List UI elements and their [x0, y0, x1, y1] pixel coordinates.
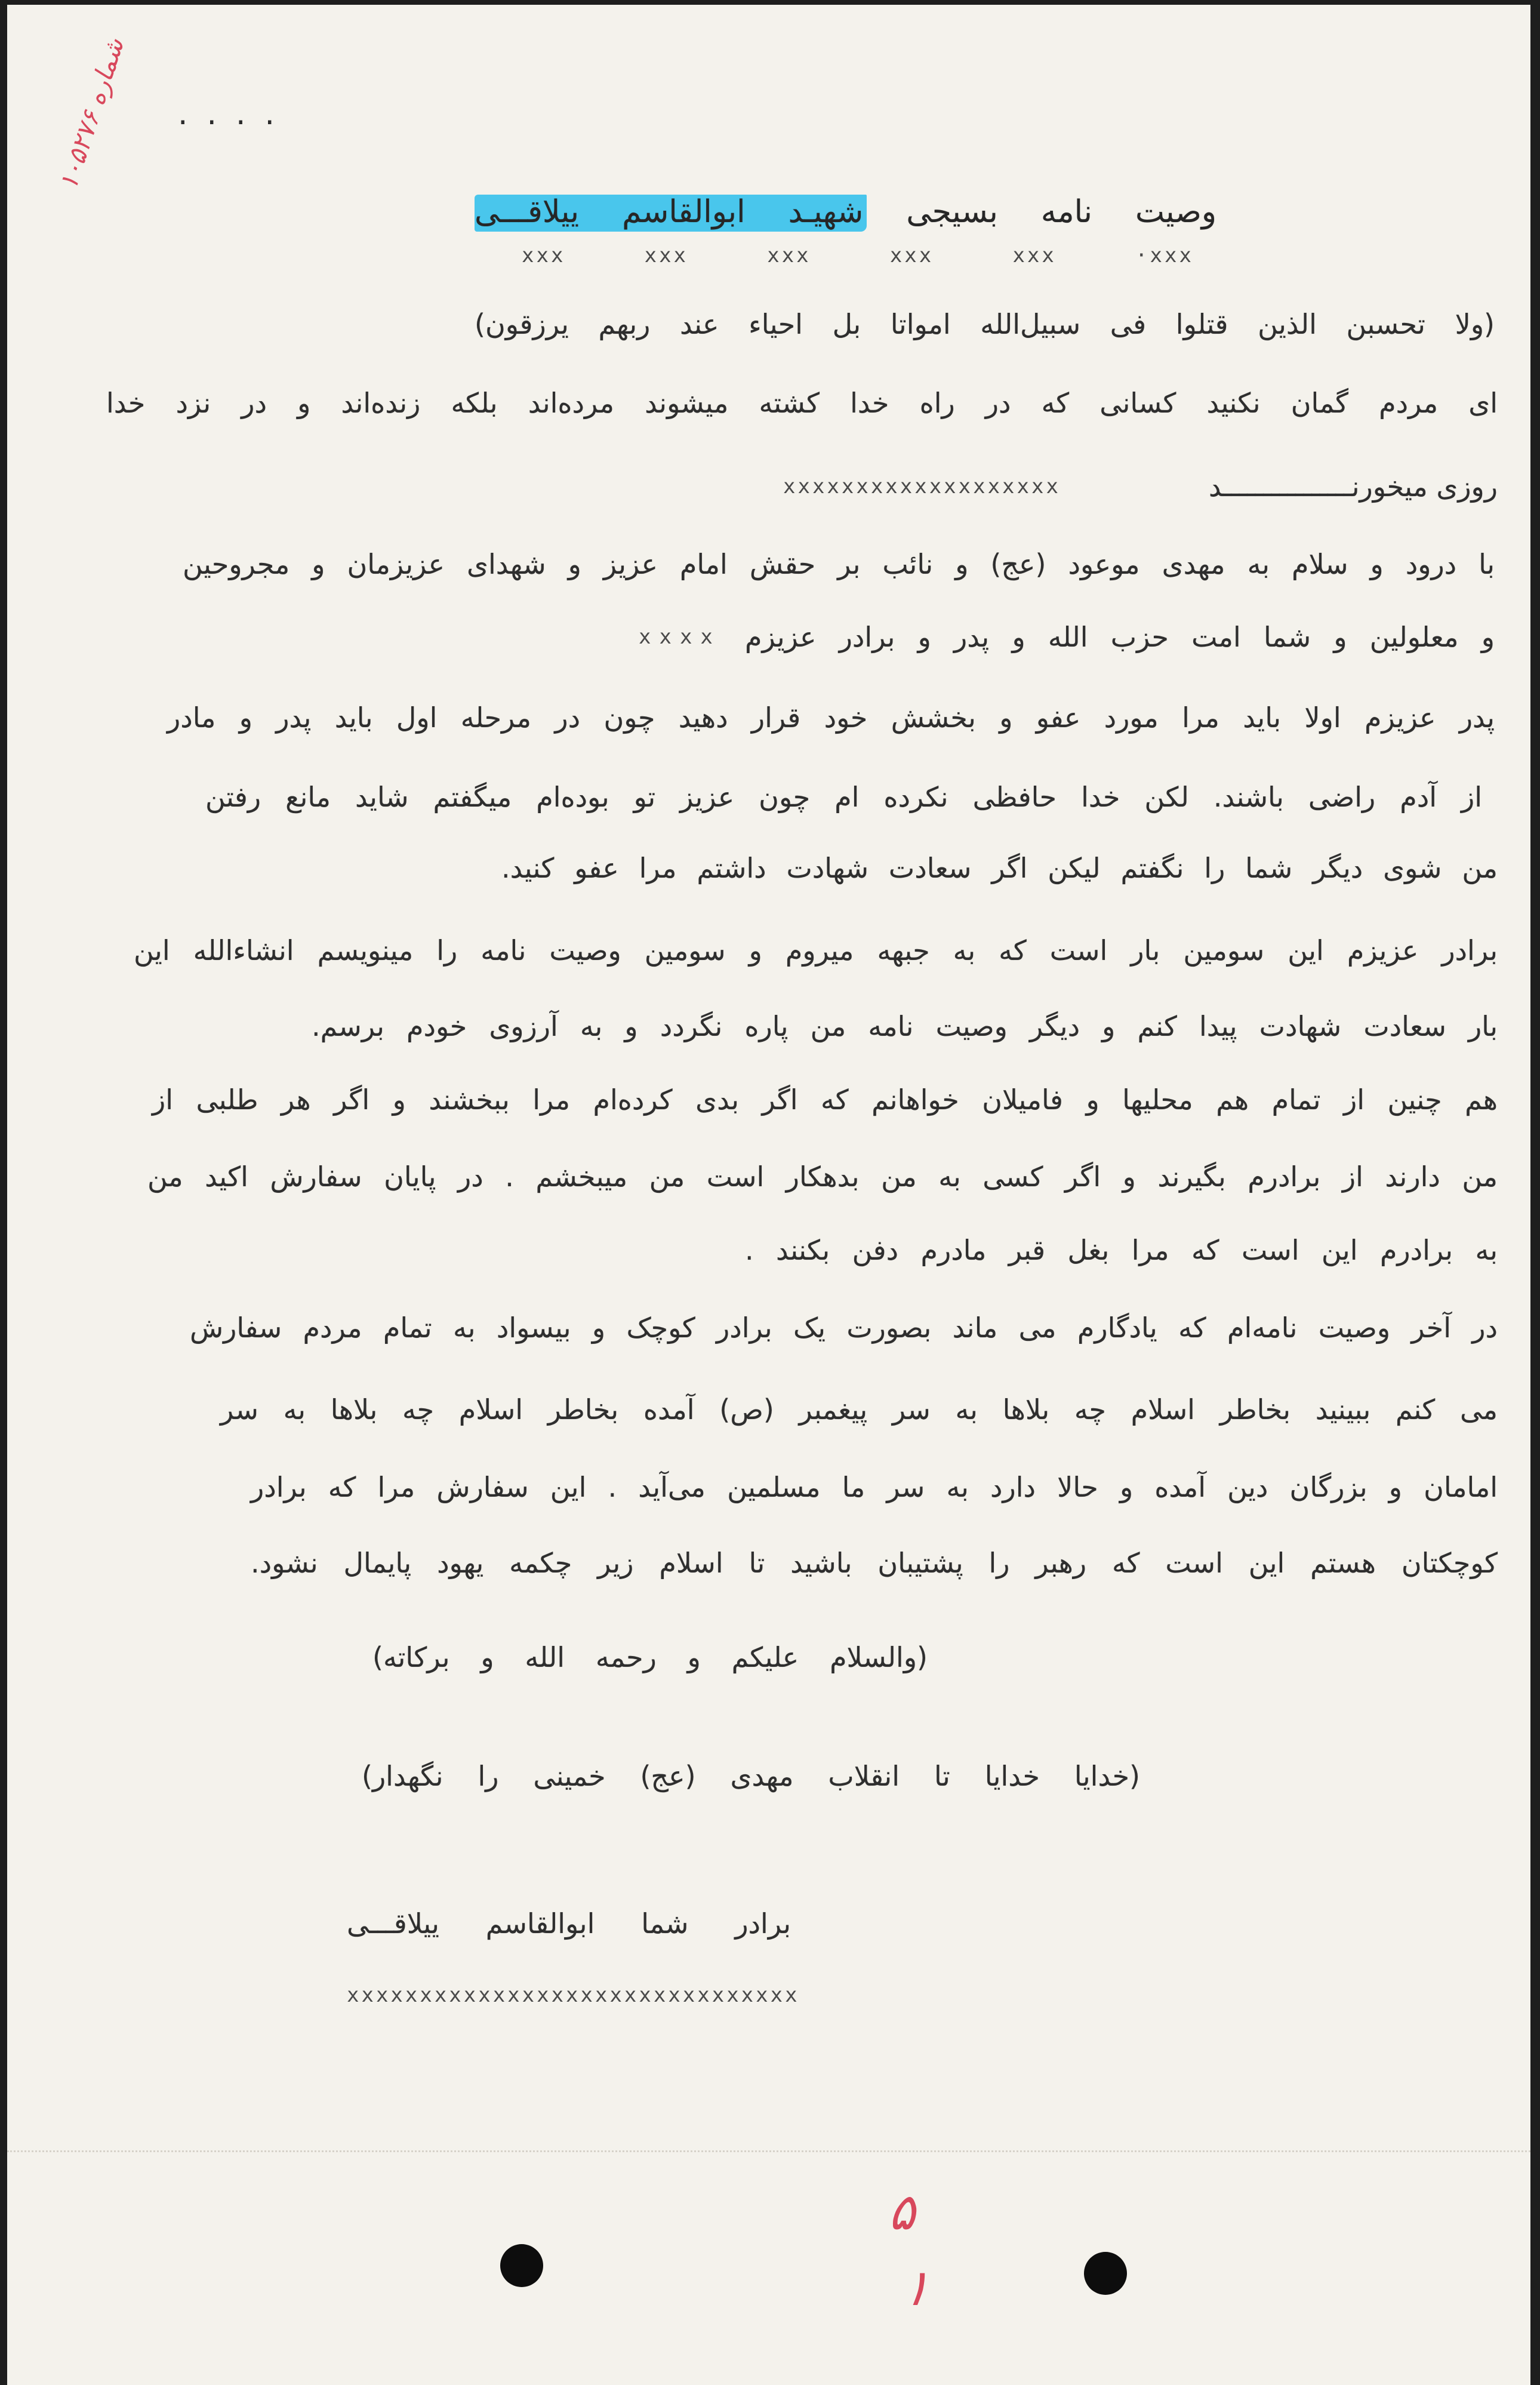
final-paragraph-line: در آخر وصیت نامه‌ام که یادگارم می ماند بصورت یک برادر کوچک و بیسواد به تمام مردم سفارش [190, 1312, 1498, 1344]
greeting-line: و معلولین و شما امت حزب الله و پدر و برادر عزیزم [745, 621, 1495, 653]
separator-mark: xxx [767, 244, 811, 267]
closing-salutation: (والسلام علیکم و رحمه الله و برکاته) [372, 1641, 928, 1673]
final-paragraph-line: امامان و بزرگان دین آمده و حالا دارد به سر ما مسلمین می‌آید . این سفارش مرا که برادر [251, 1471, 1498, 1503]
father-paragraph-line: پدر عزیزم اولا باید مرا مورد عفو و بخشش خود قرار دهید چون در مرحله اول باید پدر و مادر [167, 701, 1495, 734]
punch-hole-icon [500, 2244, 543, 2287]
intro-line: روزی میخورنــــــــــــــــد [1208, 470, 1498, 503]
separator-mark: xxx [1012, 244, 1057, 267]
signature-line: برادر شما ابوالقاسم ییلاقـــی [347, 1907, 791, 1940]
greeting-line: با درود و سلام به مهدی موعود (عج) و نائب بر حقش امام عزیز و شهدای عزیزمان و مجروحین [183, 548, 1495, 580]
brother-paragraph-line: برادر عزیزم این سومین بار است که به جبهه میروم و سومین وصیت نامه را مینویسم انشاءالله این [134, 934, 1498, 967]
father-paragraph-line: من شوی دیگر شما را نگفتم لیکن اگر سعادت شهادت داشتم مرا عفو کنید. [501, 852, 1498, 884]
greeting-end-marker: xxxx [639, 625, 721, 649]
closing-prayer: (خدایا خدایا تا انقلاب مهدی (عج) خمینی را نگهدار) [362, 1760, 1140, 1792]
intro-line: ای مردم گمان نکنید کسانی که در راه خدا کشته میشوند مرده‌اند بلکه زنده‌اند و در نزد خدا [106, 387, 1498, 419]
separator-mark: xxx [644, 244, 689, 267]
community-paragraph-line: من دارند از برادرم بگیرند و اگر کسی به من بدهکار است من میبخشم . در پایان سفارش اکید من [147, 1161, 1498, 1193]
punch-hole-icon [1084, 2252, 1127, 2295]
final-paragraph-line: می کنم ببینید بخاطر اسلام چه بلاها به سر پیغمبر (ص) آمده بخاطر اسلام چه بلاها به سر [220, 1393, 1498, 1426]
brother-paragraph-line: بار سعادت شهادت پیدا کنم و دیگر وصیت نامه من پاره نگردد و به آرزوی خودم برسم. [312, 1010, 1498, 1042]
handwritten-page-number: ۵ [888, 2183, 916, 2241]
title-highlighted-name: شهیـد ابوالقاسم ییلاقـــی [475, 194, 864, 230]
closing-rule: xxxxxxxxxxxxxxxxxxxxxxxxxxxxxxx [347, 1983, 800, 2007]
title-separator [522, 244, 1194, 267]
scan-speck-row [7, 2150, 1530, 2152]
separator-mark: xxx [522, 244, 566, 267]
document-title [475, 188, 1216, 236]
community-paragraph-line: به برادرم این است که مرا بغل قبر مادرم دفن بکنند . [745, 1234, 1498, 1266]
community-paragraph-line: هم چنین از تمام هم محلیها و فامیلان خواهانم که اگر بدی کرده‌ام مرا ببخشند و اگر هر طلبی از [152, 1084, 1498, 1116]
handwritten-page-mark: ۱ [895, 2258, 946, 2317]
handwritten-archive-number: شماره ۱۰۵۲۷۶ [53, 35, 130, 193]
separator-mark: ·xxx [1135, 244, 1194, 267]
final-paragraph-line: کوچکتان هستم این است که رهبر را پشتیبان باشید تا اسلام زیر چکمه یهود پایمال نشود. [251, 1547, 1498, 1579]
title-prefix: وصیت نامه بسیجی [906, 194, 1217, 230]
typed-top-marks: .... [175, 100, 291, 131]
intro-end-marker: xxxxxxxxxxxxxxxxxxx [783, 475, 1061, 498]
father-paragraph-line: از آدم راضی باشند. لکن خدا حافظی نکرده ام چون عزیز تو بوده‌ام میگفتم شاید مانع رفتن [205, 781, 1482, 813]
quran-verse: (ولا تحسبن الذین قتلوا فی سبیل‌الله امواتا بل احیاء عند ربهم یرزقون) [475, 308, 1495, 340]
separator-mark: xxx [889, 244, 934, 267]
